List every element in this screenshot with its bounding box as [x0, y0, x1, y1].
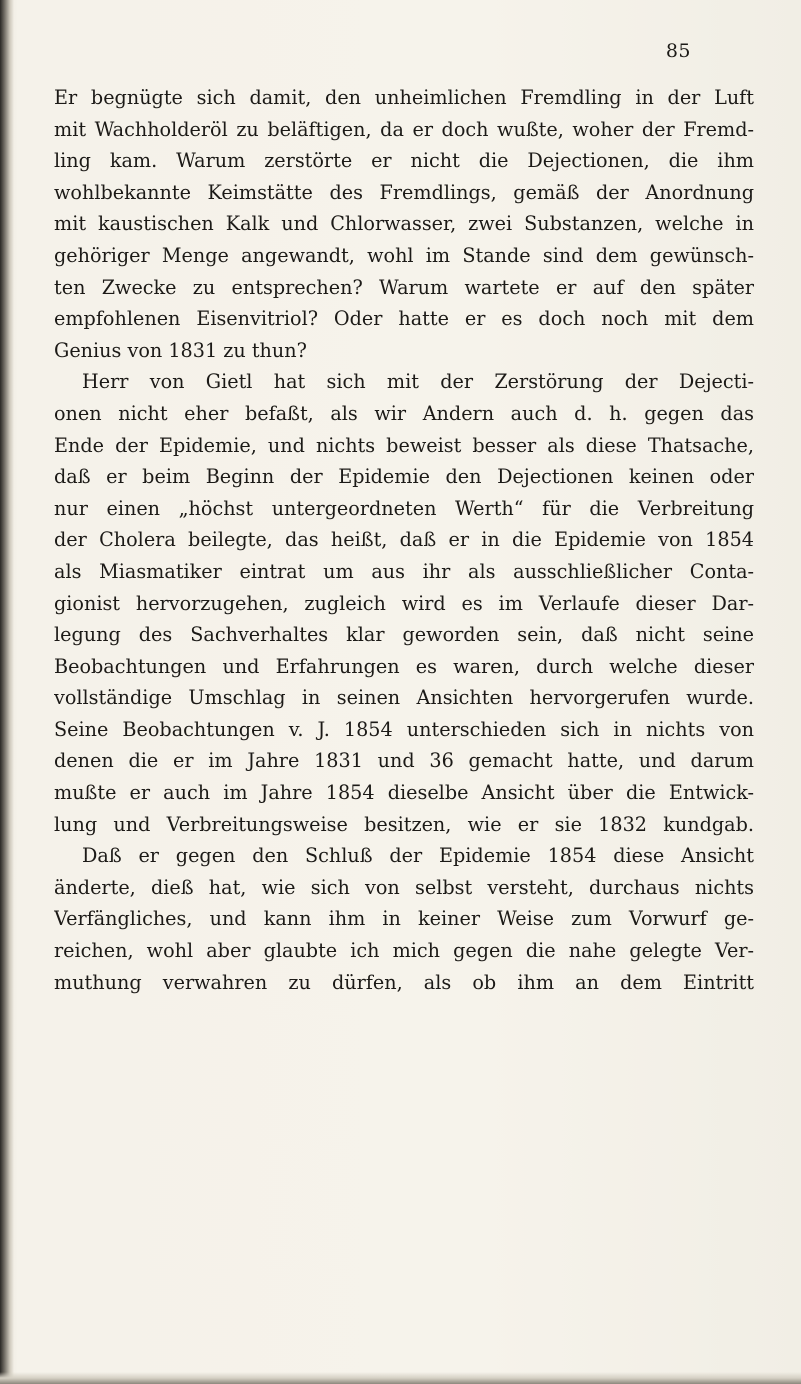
text-line: lung und Verbreitungsweise besitzen, wie er sie 1832 kundgab.: [54, 812, 754, 836]
text-line: mit kaustischen Kalk und Chlorwasser, zwei Substanzen, welche in: [54, 212, 754, 236]
text-line: muthung verwahren zu dürfen, als ob ihm an dem Eintritt: [54, 970, 754, 994]
text-line: denen die er im Jahre 1831 und 36 gemacht hatte, und darum: [54, 749, 754, 773]
text-line: Genius von 1831 zu thun?: [54, 338, 307, 362]
text-line: legung des Sachverhaltes klar geworden sein, daß nicht seine: [54, 623, 754, 647]
text-line: Verfängliches, und kann ihm in keiner Weise zum Vorwurf ge-: [54, 907, 754, 931]
page-bottom-edge: [0, 1372, 801, 1384]
text-line: Er begnügte sich damit, den unheimlichen Fremdling in der Luft: [54, 86, 754, 109]
text-line: mit Wachholderöl zu beläftigen, da er doch wußte, woher der Fremd-: [54, 117, 754, 141]
page-number: 85: [665, 40, 691, 62]
text-line: daß er beim Beginn der Epidemie den Dejectionen keinen oder: [54, 465, 754, 489]
text-line: reichen, wohl aber glaubte ich mich gegen die nahe gelegte Ver-: [54, 939, 754, 963]
text-line: vollständige Umschlag in seinen Ansichten hervorgerufen wurde.: [54, 686, 754, 710]
text-line: Seine Beobachtungen v. J. 1854 unterschieden sich in nichts von: [54, 717, 754, 741]
text-line: der Cholera beilegte, das heißt, daß er in die Epidemie von 1854: [54, 528, 754, 552]
text-line: Herr von Gietl hat sich mit der Zerstörung der Dejecti-: [82, 370, 754, 394]
text-line: Ende der Epidemie, und nichts beweist besser als diese Thatsache,: [54, 433, 754, 457]
text-line: gionist hervorzugehen, zugleich wird es im Verlaufe dieser Dar-: [54, 591, 754, 615]
text-line: änderte, dieß hat, wie sich von selbst versteht, durchaus nichts: [54, 875, 754, 899]
text-line: als Miasmatiker eintrat um aus ihr als ausschließlicher Conta-: [54, 559, 754, 583]
text-line: onen nicht eher befaßt, als wir Andern auch d. h. gegen das: [54, 401, 754, 425]
text-line: Daß er gegen den Schluß der Epidemie 1854 diese Ansicht: [82, 844, 754, 868]
text-line: wohlbekannte Keimstätte des Fremdlings, gemäß der Anordnung: [54, 180, 754, 204]
text-line: ten Zwecke zu entsprechen? Warum wartete er auf den später: [54, 275, 754, 299]
text-line: empfohlenen Eisenvitriol? Oder hatte er es doch noch mit dem: [54, 307, 754, 331]
text-line: nur einen „höchst untergeordneten Werth“ für die Verbreitung: [54, 496, 754, 520]
text-line: Beobachtungen und Erfahrungen es waren, durch welche dieser: [54, 654, 754, 678]
text-line: ling kam. Warum zerstörte er nicht die Dejectionen, die ihm: [54, 149, 754, 173]
page-gutter-shadow: [0, 0, 14, 1384]
text-line: gehöriger Menge angewandt, wohl im Stande sind dem gewünsch-: [54, 243, 754, 267]
text-line: mußte er auch im Jahre 1854 dieselbe Ansicht über die Entwick-: [54, 781, 754, 805]
body-text: [54, 82, 754, 998]
